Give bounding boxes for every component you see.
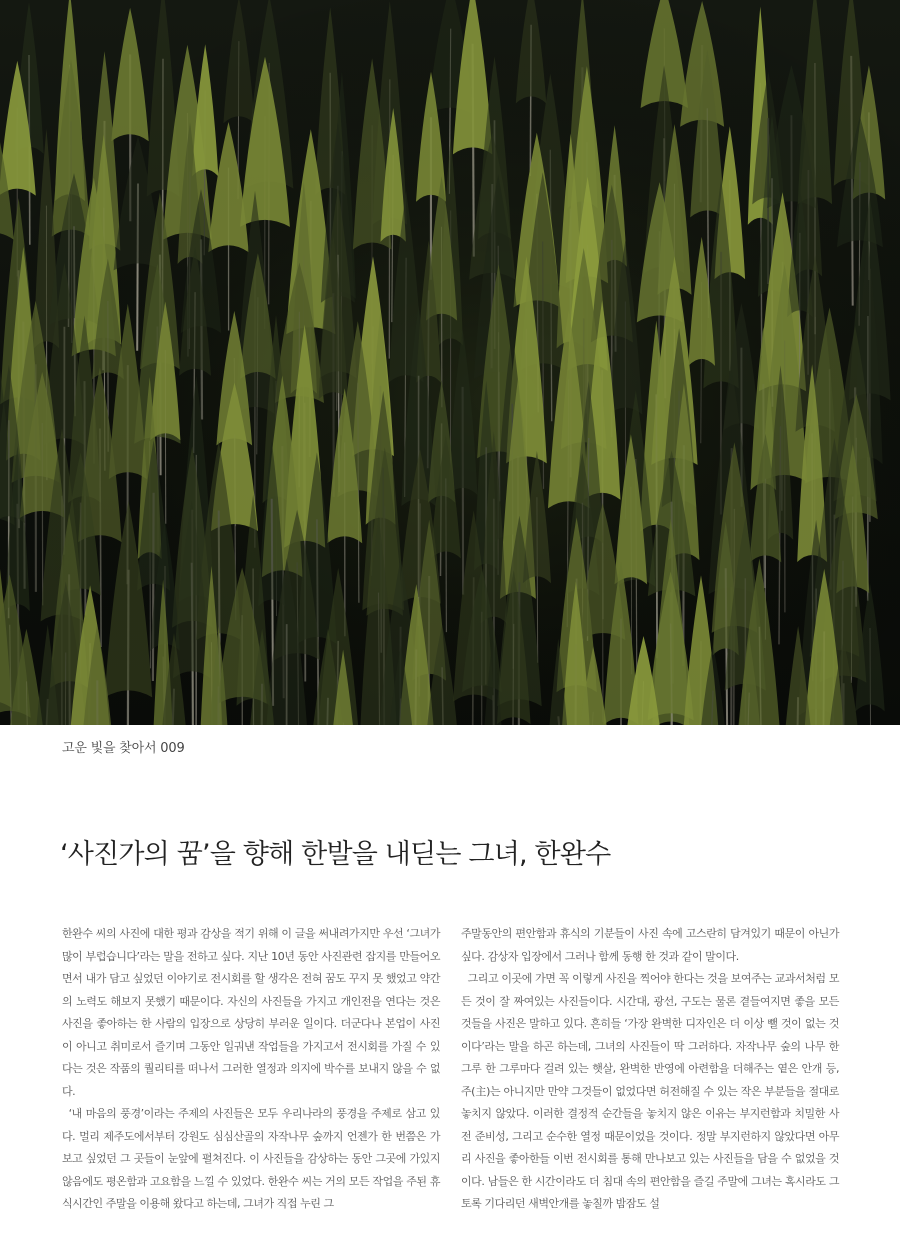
article-paragraph: 주말동안의 편안함과 휴식의 기분들이 사진 속에 고스란히 담겨있기 때문이 아닌가 싶다. 감상자 입장에서 그러나 함께 동행 한 것과 같이 말이다.: [461, 927, 839, 963]
article-paragraph: ‘내 마음의 풍경’이라는 주제의 사진들은 모두 우리나라의 풍경을 주제로 삼고 있다. 멀리 제주도에서부터 강원도 심심산골의 자작나무 숲까지 언젠가 한 번쯤은 가보고 싶었던 그 곳들이 눈앞에 펼쳐진다. 이 사진들을 감상하는 동안 그곳에 가있지 않음에도 평온함과 고요함을 느낄 수 있었다. 한완수 씨는 거의 모든 작업을 주된 휴식시간인 주말을 이용해 왔다고 하는데, 그녀가 직접 누린 그: [62, 1107, 440, 1210]
page-caption: 고운 빛을 찾아서 009: [62, 741, 185, 756]
article-column-right: [461, 923, 839, 1216]
article-paragraph: 그리고 이곳에 가면 꼭 이렇게 사진을 찍어야 한다는 것을 보여주는 교과서처럼 모든 것이 잘 짜여있는 사진들이다. 시간대, 광선, 구도는 물론 곁들여지면 좋을 모든 것들을 사진은 말하고 있다. 흔히들 ‘가장 완벽한 디자인은 더 이상 뺄 것이 없는 것이다’라는 말을 하곤 하는데, 그녀의 사진들이 딱 그러하다. 자작나무 숲의 나무 한 그루 한 그루마다 걸려 있는 햇살, 완벽한 반영에 아련함을 더해주는 옅은 안개 등, 주(主)는 아니지만 만약 그것들이 없었다면 허전해질 수 있는 작은 부분들을 절대로 놓치지 않았다. 이러한 결정적 순간들을 놓치지 않은 이유는 부지런함과 치밀한 사전 준비성, 그리고 순수한 열정 때문이었을 것이다. 정말 부지런하지 않았다면 아무리 사진을 좋아한들 이번 전시회를 통해 만나보고 있는 사진들을 담을 수 없었을 것이다. 남들은 한 시간이라도 더 침대 속의 편안함을 즐길 주말에 그녀는 혹시라도 그토록 기다리던 새벽안개를 놓칠까 밤잠도 설: [461, 972, 839, 1210]
article-paragraph: 한완수 씨의 사진에 대한 평과 감상을 적기 위해 이 글을 써내려가지만 우선 ‘그녀가 많이 부럽습니다’라는 말을 전하고 싶다. 지난 10년 동안 사진관련 잡지를 만들어오면서 내가 담고 싶었던 이야기로 전시회를 할 생각은 전혀 꿈도 꾸지 못 했었고 약간의 노력도 해보지 못했기 때문이다. 자신의 사진들을 가지고 개인전을 연다는 것은 사진을 좋아하는 한 사람의 입장으로 상당히 부러운 일이다. 더군다나 본업이 사진이 아니고 취미로서 즐기며 그동안 일궈낸 작업들을 가지고서 전시회를 가질 수 있다는 것은 작품의 퀄리티를 떠나서 그러한 열정과 의지에 박수를 보내지 않을 수 없다.: [62, 927, 440, 1098]
article-title: ‘사진가의 꿈’을 향해 한발을 내딛는 그녀, 한완수: [60, 839, 611, 870]
article-column-left: [62, 923, 440, 1216]
